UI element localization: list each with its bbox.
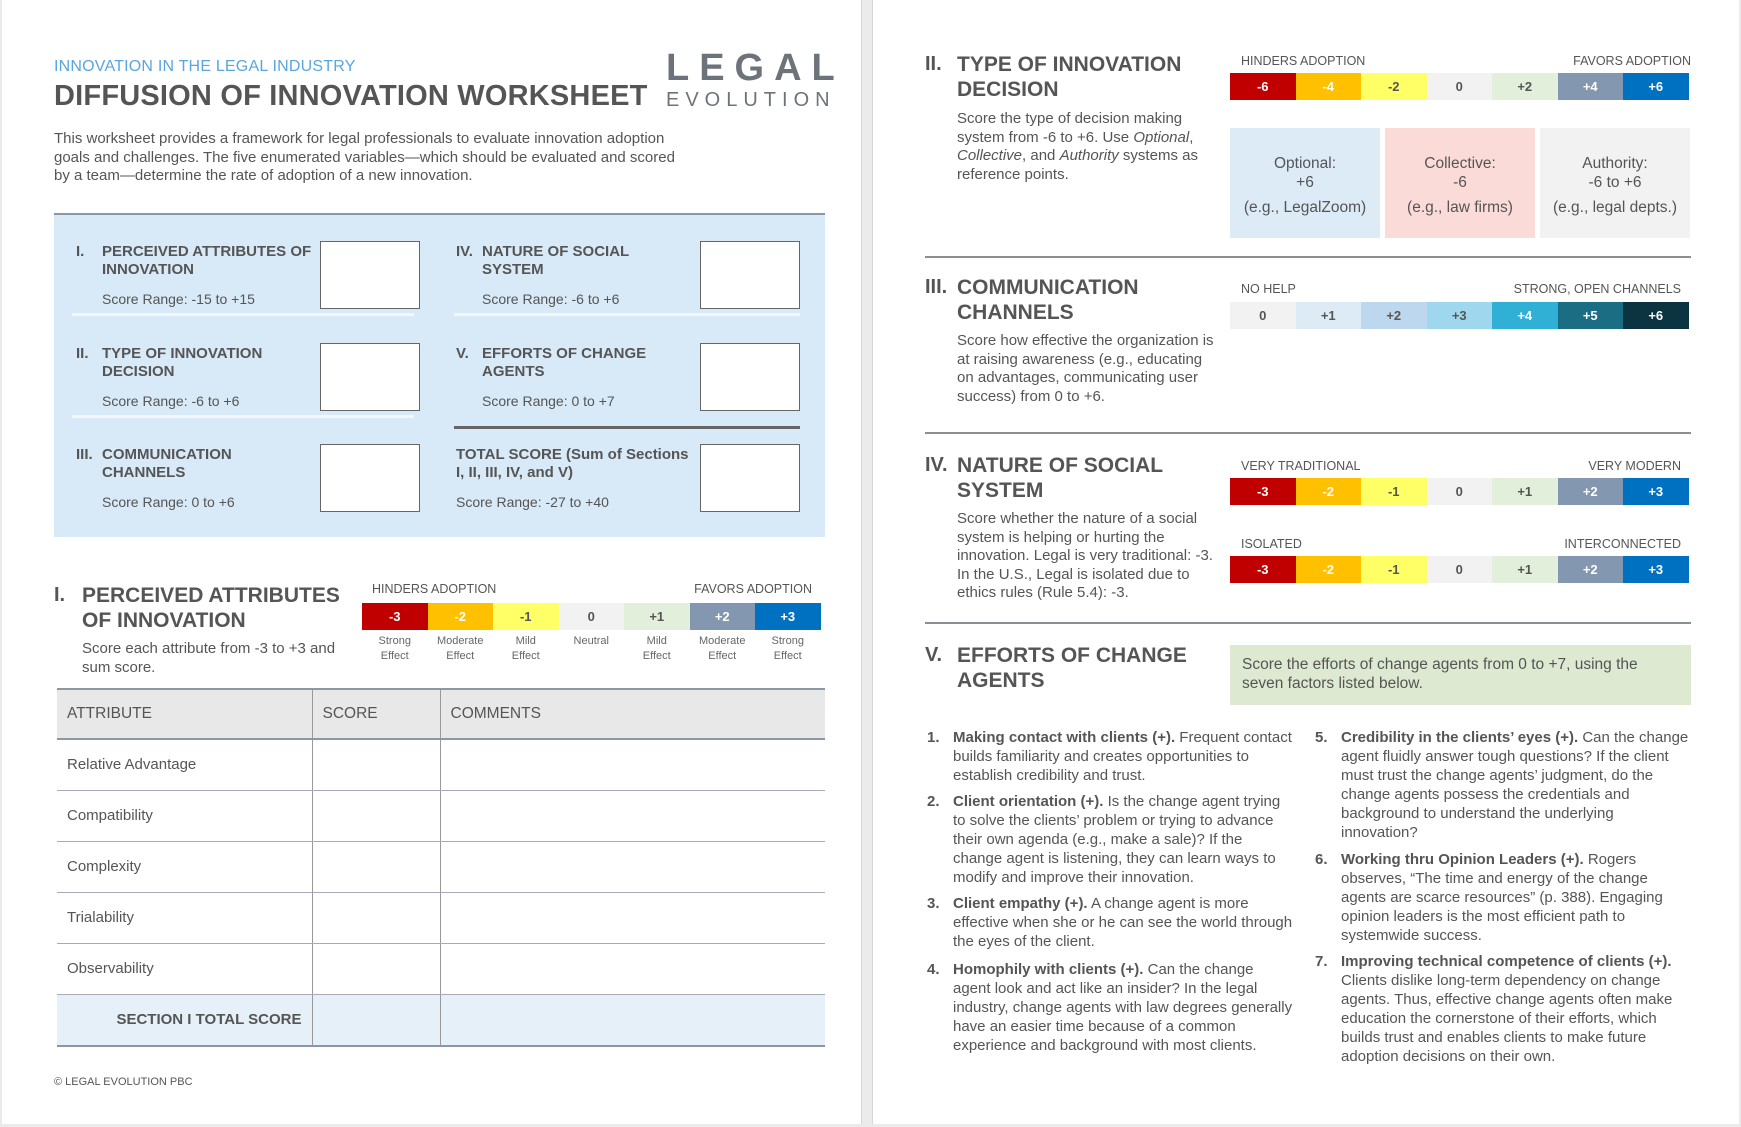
factor-text (1341, 728, 1691, 842)
section-title: PERCEIVED ATTRIBUTES OF INNOVATION (82, 584, 340, 632)
summary-numeral: III. (76, 446, 93, 463)
summary-range: Score Range: -6 to +6 (482, 291, 620, 307)
scale-cell: +1 (1492, 478, 1558, 505)
score-cell[interactable] (312, 790, 440, 841)
scale-cell: -1 (493, 603, 559, 630)
scale-cell: +2 (1558, 556, 1624, 583)
section-numeral: I. (54, 584, 66, 606)
summary-title: EFFORTS OF CHANGE AGENTS (482, 345, 647, 380)
logo-top-text: LEGAL (666, 47, 845, 89)
summary-title: PERCEIVED ATTRIBUTES OF INNOVATION (102, 243, 312, 278)
scale-cell: -2 (1296, 556, 1362, 583)
factor-body: Can the change agent fluidly answer tough questions? If the client must trust the change agents’ judgment, do the change agents possess the credentials and background to understand the underlying innovation? (1341, 729, 1689, 841)
summary-range: Score Range: -6 to +6 (102, 393, 240, 409)
table-total-row (57, 994, 825, 1046)
summary-range: Score Range: -27 to +40 (456, 494, 609, 510)
score-input-box-2[interactable] (320, 343, 420, 411)
scale-cell: -3 (1230, 556, 1296, 583)
box-example: (e.g., LegalZoom) (1243, 199, 1367, 216)
scale-cell: +3 (1623, 478, 1689, 505)
factor-body: A change agent is more effective when she or he can see the world through the eyes of the client. (953, 895, 1293, 950)
table-row (57, 943, 825, 994)
divider (72, 313, 414, 316)
summary-item-3 (54, 418, 399, 508)
total-score-title: TOTAL SCORE (Sum of Sections I, II, III, IV, and V) (456, 446, 689, 481)
section-desc: Score whether the nature of a social system is helping or hurting the innovation. Legal is very traditional: -3. In the U.S., Legal is isolated due to ethics rules (Rule 5.4): -3. (957, 510, 1213, 602)
score-cell[interactable] (312, 739, 440, 790)
attribute-name: Complexity (57, 841, 312, 892)
scale-cell: +4 (1492, 302, 1558, 329)
connectedness-scale (1230, 556, 1689, 583)
factor-heading: Making contact with clients (+). (953, 729, 1176, 746)
section-divider (925, 432, 1691, 434)
attributes-table (57, 688, 825, 1047)
effect-label (362, 634, 428, 664)
comments-cell[interactable] (440, 790, 825, 841)
desc-fragment: Collective (957, 147, 1023, 165)
col-header-comments: COMMENTS (440, 689, 825, 739)
scale-cell: +1 (1492, 556, 1558, 583)
attribute-name: Observability (57, 943, 312, 994)
attribute-name: Relative Advantage (57, 739, 312, 790)
divider (454, 313, 800, 316)
summary-numeral: I. (76, 243, 85, 260)
scale-cell: +1 (1296, 302, 1362, 329)
section-total-comments-cell[interactable] (440, 994, 825, 1046)
scale-cell: +3 (1623, 556, 1689, 583)
summary-range: Score Range: -15 to +15 (102, 291, 255, 307)
section-total-label: SECTION I TOTAL SCORE (57, 994, 312, 1046)
effect-label (624, 634, 690, 664)
kicker: INNOVATION IN THE LEGAL INDUSTRY (54, 58, 356, 75)
total-score-input-box[interactable] (700, 444, 800, 512)
effect-label-line: Effect (446, 650, 475, 662)
desc-fragment: Score the type of decision making system from -6 to +6. Use (957, 110, 1183, 146)
factor-heading: Client orientation (+). (953, 793, 1104, 810)
factor-body: Is the change agent trying to solve the clients’ problem or trying to advance their own agenda (e.g., make a sale)? If the change agent is listening, they can learn ways to modify and improve their innovation. (953, 793, 1281, 886)
scale-cell: 0 (1230, 302, 1296, 329)
comments-cell[interactable] (440, 943, 825, 994)
section-title: COMMUNICATION CHANNELS (957, 276, 1139, 324)
summary-range: Score Range: 0 to +7 (482, 393, 615, 409)
scale-cell: +2 (1558, 478, 1624, 505)
summary-range: Score Range: 0 to +6 (102, 494, 235, 510)
scale-right-label: FAVORS ADOPTION (694, 582, 812, 596)
summary-numeral: II. (76, 345, 89, 362)
desc-fragment: Authority (1059, 147, 1119, 165)
effect-label-line: Mild (515, 635, 536, 647)
copyright-footer: © LEGAL EVOLUTION PBC (54, 1076, 193, 1088)
summary-total (434, 418, 779, 508)
section-divider (925, 256, 1691, 258)
table-row (57, 790, 825, 841)
section-title: EFFORTS OF CHANGE AGENTS (957, 644, 1187, 692)
scale-cell: 0 (1427, 556, 1493, 583)
scale-cell: 0 (559, 603, 625, 630)
factor-body: Can the change agent look and act like an insider? In the legal industry, change agents with law degrees generally have an easier time because of a common experience and background with most clients. (953, 961, 1293, 1054)
scale-left-label: ISOLATED (1241, 537, 1302, 551)
summary-item-1 (54, 215, 399, 305)
score-cell[interactable] (312, 892, 440, 943)
score-summary-panel (54, 213, 825, 537)
attribute-name: Trialability (57, 892, 312, 943)
effect-labels (362, 634, 821, 664)
attribute-name: Compatibility (57, 790, 312, 841)
factor-body: Rogers observes, “The time and energy of the change agents are scarce resources” (p. 388). Engaging opinion leaders is the most efficient path to systemwide success. (1341, 851, 1663, 944)
scale-cell: +5 (1558, 302, 1624, 329)
effect-label-line: Effect (511, 650, 540, 662)
section-divider (925, 622, 1691, 624)
scale-cell: -4 (1296, 73, 1362, 100)
factor-text (953, 960, 1293, 1055)
comments-cell[interactable] (440, 739, 825, 790)
channels-scale (1230, 302, 1689, 329)
summary-numeral: IV. (456, 243, 473, 260)
factor-body: Clients dislike long-term dependency on change agents. Thus, effective change agents often make education the cornerstone of their efforts, which builds trust and enables clients to make future adoption decisions on their own. (1341, 972, 1673, 1065)
legal-evolution-logo (666, 47, 845, 112)
scale-cell: -2 (428, 603, 494, 630)
page-title: DIFFUSION OF INNOVATION WORKSHEET (54, 80, 648, 112)
scale-cell: -6 (1230, 73, 1296, 100)
box-title: Collective: (1424, 155, 1496, 172)
comments-cell[interactable] (440, 892, 825, 943)
scale-cell: +2 (690, 603, 756, 630)
scale-cell: +4 (1558, 73, 1624, 100)
effect-label (755, 634, 821, 664)
effect-label (559, 634, 625, 664)
section-desc: Score each attribute from -3 to +3 and sum score. (82, 640, 336, 676)
section-desc (957, 110, 1217, 184)
box-value: -6 (1453, 174, 1467, 191)
tradition-scale (1230, 478, 1689, 505)
box-example: (e.g., legal depts.) (1552, 199, 1678, 216)
section-numeral: III. (925, 276, 948, 298)
effect-label-line: Effect (773, 650, 802, 662)
optional-box (1230, 128, 1380, 238)
scale-cell: -2 (1296, 478, 1362, 505)
effect-label-line: Effect (708, 650, 737, 662)
table-row (57, 841, 825, 892)
summary-title: TYPE OF INNOVATION DECISION (102, 345, 263, 380)
intro-text: This worksheet provides a framework for legal professionals to evaluate innovation adoption goals and challenges. The five enumerated variables—which should be evaluated and scored by a team—determine the rate of adoption of a new innovation. (54, 130, 675, 185)
change-agents-intro: Score the efforts of change agents from 0 to +7, using the seven factors listed below. (1230, 645, 1691, 705)
effect-label-line: Mild (646, 635, 667, 647)
factor-heading: Working thru Opinion Leaders (+). (1341, 851, 1584, 868)
scale-cell: -1 (1361, 478, 1427, 505)
right-page (872, 0, 1739, 1124)
factor-heading: Client empathy (+). (953, 895, 1088, 912)
scale-left-label: HINDERS ADOPTION (372, 582, 497, 596)
box-value: +6 (1296, 174, 1314, 191)
box-example: (e.g., law firms) (1407, 199, 1513, 216)
effect-label-line: Effect (642, 650, 671, 662)
factor-text (953, 792, 1293, 887)
effect-label-line: Neutral (573, 635, 609, 647)
col-header-score: SCORE (312, 689, 440, 739)
effect-label-line: Moderate (437, 635, 484, 647)
scale-cell: -2 (1361, 73, 1427, 100)
effect-label (428, 634, 494, 664)
summary-title: COMMUNICATION CHANNELS (102, 446, 232, 481)
box-title: Authority: (1582, 155, 1648, 172)
section-desc: Score how effective the organization is at raising awareness (e.g., educating on advantages, communicating user success) from 0 to +6. (957, 332, 1214, 405)
scale-cell: +6 (1623, 73, 1689, 100)
collective-box (1385, 128, 1535, 238)
score-input-box-1[interactable] (320, 241, 420, 309)
table-row (57, 739, 825, 790)
factor-heading: Homophily with clients (+). (953, 961, 1144, 978)
scale-cell: -3 (362, 603, 428, 630)
factor-number: 5. (1315, 729, 1328, 746)
scale-cell: +1 (624, 603, 690, 630)
section-total-score-cell[interactable] (312, 994, 440, 1046)
desc-fragment: , and (1022, 147, 1060, 165)
scale-left-label: HINDERS ADOPTION (1241, 54, 1366, 68)
factor-number: 7. (1315, 953, 1328, 970)
box-title: Optional: (1273, 155, 1337, 172)
section-numeral: IV. (925, 454, 948, 476)
factor-body: Frequent contact builds familiarity and creates opportunities to establish credibility and trust. (953, 729, 1292, 784)
section-title: NATURE OF SOCIAL SYSTEM (957, 454, 1163, 502)
summary-item-5 (434, 317, 779, 407)
effect-label-line: Effect (380, 650, 409, 662)
factor-number: 4. (927, 961, 940, 978)
factor-text (953, 728, 1293, 785)
logo-bottom-text: EVOLUTION (666, 89, 836, 111)
desc-fragment: systems as reference points. (957, 147, 1198, 183)
decision-scale (1230, 73, 1689, 100)
authority-box (1540, 128, 1690, 238)
score-input-box-5[interactable] (700, 343, 800, 411)
effect-label (493, 634, 559, 664)
scale-left-label: NO HELP (1241, 282, 1296, 296)
factor-text (1341, 850, 1691, 945)
factor-heading: Credibility in the clients’ eyes (+). (1341, 729, 1579, 746)
summary-numeral: V. (456, 345, 469, 362)
factor-text (1341, 952, 1691, 1066)
score-input-box-3[interactable] (320, 444, 420, 512)
factor-number: 3. (927, 895, 940, 912)
factor-number: 6. (1315, 851, 1328, 868)
left-page (2, 0, 862, 1124)
scale-cell: 0 (1427, 478, 1493, 505)
scale-cell: +2 (1492, 73, 1558, 100)
box-value: -6 to +6 (1588, 174, 1642, 191)
scale-cell: -3 (1230, 478, 1296, 505)
scale-right-label: STRONG, OPEN CHANNELS (1513, 282, 1681, 296)
desc-fragment: Optional (1133, 128, 1190, 146)
factor-text (953, 894, 1293, 951)
effect-label-line: Strong (378, 635, 411, 647)
effect-label (690, 634, 756, 664)
scale-left-label: VERY TRADITIONAL (1241, 459, 1361, 473)
scale-cell: +3 (1427, 302, 1493, 329)
summary-title: NATURE OF SOCIAL SYSTEM (482, 243, 629, 278)
adoption-scale (362, 603, 821, 630)
comments-cell[interactable] (440, 841, 825, 892)
effect-label-line: Moderate (699, 635, 746, 647)
scale-right-label: VERY MODERN (1588, 459, 1681, 473)
score-input-box-4[interactable] (700, 241, 800, 309)
scale-cell: -1 (1361, 556, 1427, 583)
scale-right-label: FAVORS ADOPTION (1573, 54, 1691, 68)
summary-item-4 (434, 215, 779, 305)
score-cell[interactable] (312, 943, 440, 994)
effect-label-line: Strong (771, 635, 804, 647)
table-row (57, 892, 825, 943)
factor-number: 1. (927, 729, 940, 746)
scale-cell: +6 (1623, 302, 1689, 329)
section-numeral: II. (925, 53, 942, 75)
section-numeral: V. (925, 644, 943, 666)
scale-cell: 0 (1427, 73, 1493, 100)
scale-cell: +3 (755, 603, 821, 630)
section-title: TYPE OF INNOVATION DECISION (957, 53, 1182, 101)
desc-fragment: , (1189, 128, 1194, 146)
scale-cell: +2 (1361, 302, 1427, 329)
summary-item-2 (54, 317, 399, 407)
score-cell[interactable] (312, 841, 440, 892)
factor-heading: Improving technical competence of clients (+). (1341, 953, 1672, 970)
col-header-attribute: ATTRIBUTE (57, 689, 312, 739)
scale-right-label: INTERCONNECTED (1564, 537, 1681, 551)
factor-number: 2. (927, 793, 940, 810)
